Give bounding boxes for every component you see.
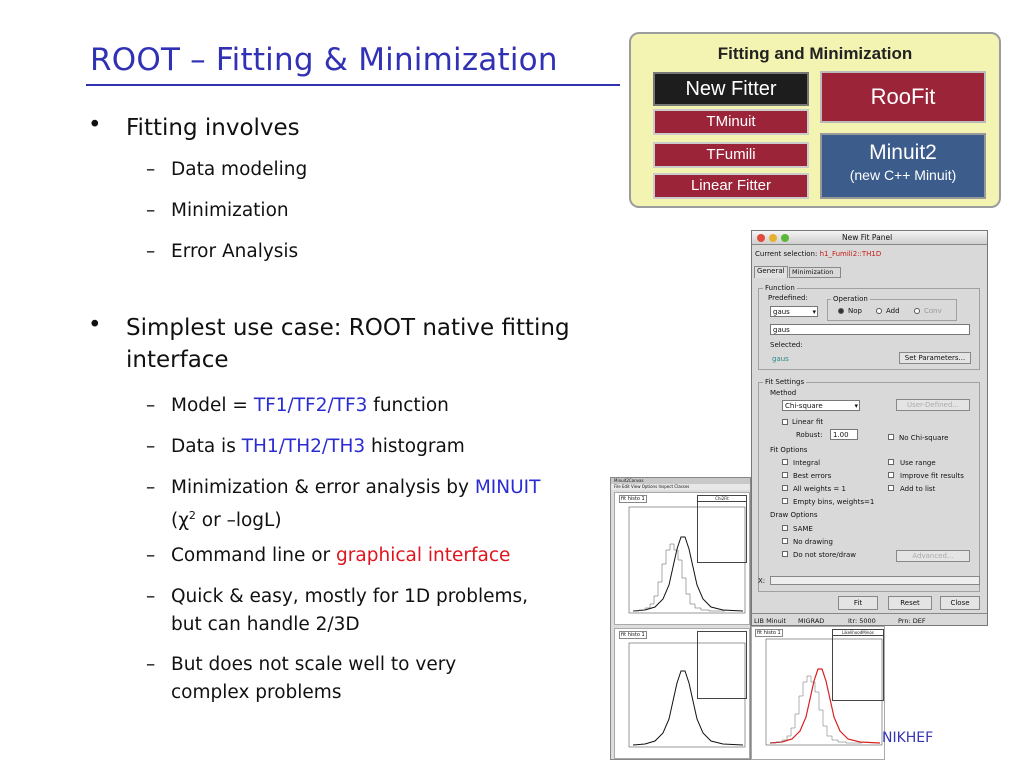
checkbox-label: Do not store/draw: [793, 551, 856, 559]
text: or –logL): [195, 510, 282, 532]
histogram-pad-1: [614, 492, 750, 625]
user-defined-button[interactable]: User-Defined...: [896, 399, 970, 411]
text: Minimization & error analysis by: [171, 477, 475, 498]
text: Command line or: [171, 545, 337, 566]
robust-label: Robust:: [796, 431, 823, 439]
minuit2-sublabel: (new C++ Minuit): [849, 167, 957, 183]
reset-button[interactable]: Reset: [888, 596, 932, 610]
checkbox-label: Best errors: [793, 472, 832, 480]
highlight-text: TF1/TF2/TF3: [253, 395, 368, 416]
use-range-checkbox[interactable]: [888, 459, 894, 465]
method-select[interactable]: [782, 400, 860, 411]
text: (χ: [171, 510, 189, 532]
selected-value: gaus: [772, 355, 789, 363]
text: function: [367, 395, 449, 416]
sub-bullet-text: Error Analysis: [171, 241, 299, 262]
footer-nikhef: NIKHEF: [882, 730, 934, 746]
function-input[interactable]: gaus: [770, 324, 970, 335]
checkbox-label: SAME: [793, 525, 813, 533]
canvas-titlebar: Minuit2Canvas: [611, 478, 751, 484]
status-method: MIGRAD: [798, 617, 825, 625]
new-fit-panel-window: [751, 230, 988, 626]
tminuit-box: TMinuit: [653, 109, 809, 135]
selected-label: Selected:: [770, 341, 803, 349]
highlight-text: MINUIT: [474, 477, 541, 498]
same-checkbox[interactable]: [782, 525, 788, 531]
text: Model =: [171, 395, 254, 416]
select-value: gaus: [773, 308, 790, 316]
title-rule: [86, 84, 620, 86]
checkbox-label: No drawing: [793, 538, 833, 546]
canvas-menubar[interactable]: File Edit View Options Inspect Classes: [611, 484, 751, 490]
radio-label: Nop: [848, 307, 862, 315]
stats-title: Chi2Fit: [698, 496, 746, 502]
tab-minimization[interactable]: Minimization: [789, 267, 841, 278]
fit-panel-statusbar: [752, 613, 988, 626]
group-label: Fit Settings: [765, 378, 805, 386]
radio-label: Conv: [924, 307, 942, 315]
checkbox-label: Improve fit results: [900, 472, 964, 480]
draw-options-label: Draw Options: [770, 511, 818, 519]
minimize-window-icon[interactable]: [769, 234, 777, 242]
histogram-pad-3: [751, 626, 885, 760]
sub-bullet-text: Minimization: [171, 200, 289, 221]
close-window-icon[interactable]: [757, 234, 765, 242]
bullet-text: Simplest use case: ROOT native fitting interface: [126, 315, 570, 373]
minuit2-label: Minuit2: [869, 141, 937, 164]
fit-button[interactable]: Fit: [838, 596, 878, 610]
sub-bullet-text: Data modeling: [171, 159, 308, 180]
checkbox-label: Integral: [793, 459, 821, 467]
pad-label: fit histo 1: [621, 632, 645, 638]
group-label: Function: [765, 284, 795, 292]
pad-label: fit histo 1: [621, 496, 645, 502]
slide-title: ROOT – Fitting & Minimization: [90, 42, 558, 78]
radio-label: Add: [886, 307, 900, 315]
predefined-label: Predefined:: [768, 294, 808, 302]
linear-fit-checkbox[interactable]: [782, 419, 788, 425]
checkbox-label: No Chi-square: [899, 434, 949, 442]
no-drawing-checkbox[interactable]: [782, 538, 788, 544]
checkbox-label: Empty bins, weights=1: [793, 498, 875, 506]
bullet-text: Fitting involves: [126, 115, 300, 141]
sub-bullet-text: But does not scale well to very complex problems: [171, 654, 457, 703]
checkbox-label: Add to list: [900, 485, 936, 493]
radio-conv[interactable]: [914, 308, 920, 314]
roofit-box: RooFit: [820, 71, 986, 123]
zoom-window-icon[interactable]: [781, 234, 789, 242]
minuit2-box: [820, 133, 986, 199]
diagram-title: Fitting and Minimization: [717, 44, 913, 63]
superscript: 2: [188, 509, 196, 522]
close-button[interactable]: Close: [940, 596, 980, 610]
best-errors-checkbox[interactable]: [782, 472, 788, 478]
pad-label: fit histo 1: [757, 630, 781, 636]
chevron-down-icon: ▾: [854, 402, 858, 410]
radio-nop[interactable]: [838, 308, 844, 314]
linear-fitter-box: Linear Fitter: [653, 173, 809, 199]
current-selection-label: [755, 250, 881, 258]
checkbox-label: All weights = 1: [793, 485, 846, 493]
integral-checkbox[interactable]: [782, 459, 788, 465]
sub-bullet-text: Quick & easy, mostly for 1D problems, but can handle 2/3D: [171, 586, 529, 635]
current-selection-value: h1_Fumili2::TH1D: [819, 250, 882, 258]
tab-general[interactable]: General: [754, 266, 788, 278]
advanced-button[interactable]: Advanced...: [896, 550, 970, 562]
select-value: Chi-square: [785, 402, 823, 410]
bullet-dot: •: [88, 112, 102, 138]
group-label: Operation: [833, 295, 868, 303]
label: Current selection:: [755, 250, 818, 258]
radio-add[interactable]: [876, 308, 882, 314]
improve-fit-checkbox[interactable]: [888, 472, 894, 478]
add-to-list-checkbox[interactable]: [888, 485, 894, 491]
predefined-select[interactable]: [770, 306, 818, 317]
x-label: X:: [758, 577, 766, 585]
robust-input[interactable]: 1.00: [830, 429, 858, 440]
status-lib: LIB Minuit: [754, 617, 787, 625]
root-canvas-window: [610, 477, 751, 760]
x-range-slider[interactable]: [770, 576, 980, 585]
histogram-plot: [752, 627, 885, 760]
fitting-diagram: [629, 32, 1001, 208]
stats-title: LikelihoodMinos: [833, 630, 883, 636]
fit-panel-title: New Fit Panel: [842, 233, 893, 242]
histogram-plot: [615, 493, 751, 626]
fit-panel-titlebar: [752, 231, 987, 245]
status-iterations: Itr: 5000: [848, 617, 876, 625]
checkbox-label: Linear fit: [792, 418, 824, 426]
method-label: Method: [770, 389, 797, 397]
no-store-checkbox[interactable]: [782, 551, 788, 557]
empty-bins-checkbox[interactable]: [782, 498, 788, 504]
new-fitter-box: New Fitter: [653, 72, 809, 106]
text: Data is: [171, 436, 242, 457]
fit-options-label: Fit Options: [770, 446, 808, 454]
set-parameters-button[interactable]: Set Parameters...: [899, 352, 971, 364]
histogram-pad-2: [614, 628, 750, 759]
text: histogram: [365, 436, 465, 457]
highlight-text: TH1/TH2/TH3: [241, 436, 366, 457]
status-print: Prn: DEF: [898, 617, 926, 625]
checkbox-label: Use range: [900, 459, 936, 467]
all-weights-checkbox[interactable]: [782, 485, 788, 491]
highlight-text: graphical interface: [336, 545, 511, 566]
no-chi-square-checkbox[interactable]: [888, 434, 894, 440]
tfumili-box: TFumili: [653, 142, 809, 168]
histogram-plot: [615, 629, 751, 760]
chevron-down-icon: ▾: [812, 308, 816, 316]
bullet-dot: •: [88, 312, 102, 338]
